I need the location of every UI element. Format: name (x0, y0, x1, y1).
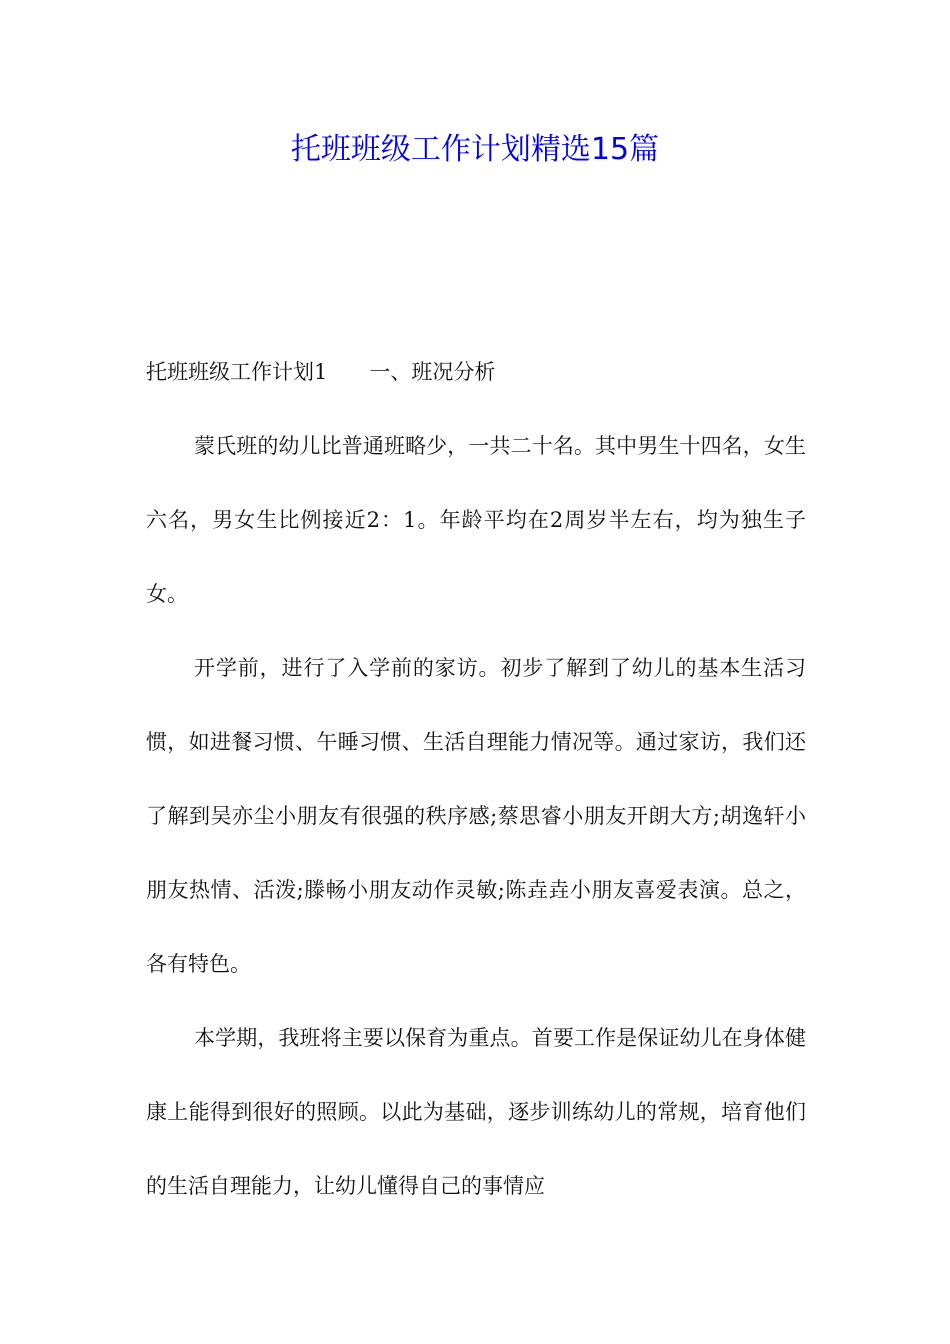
section-heading: 托班班级工作计划1 一、班况分析 (146, 360, 496, 384)
paragraph-class-analysis: 蒙氏班的幼儿比普通班略少，一共二十名。其中男生十四名，女生六名，男女生比例接近2：1。年龄平均在2周岁半左右，均为独生子女。 (146, 434, 806, 606)
document-body (146, 335, 806, 1223)
paragraph-home-visit: 开学前，进行了入学前的家访。初步了解到了幼儿的基本生活习惯，如进餐习惯、午睡习惯、生活自理能力情况等。通过家访，我们还了解到吴亦尘小朋友有很强的秩序感;蔡思睿小朋友开朗大方;胡逸轩小朋友热情、活泼;滕畅小朋友动作灵敏;陈垚垚小朋友喜爱表演。总之，各有特色。 (146, 656, 806, 976)
document-title: 托班班级工作计划精选15篇 (290, 132, 660, 167)
paragraph-semester-focus: 本学期，我班将主要以保育为重点。首要工作是保证幼儿在身体健康上能得到很好的照顾。以此为基础，逐步训练幼儿的常规，培育他们的生活自理能力，让幼儿懂得自己的事情应 (146, 1026, 806, 1198)
